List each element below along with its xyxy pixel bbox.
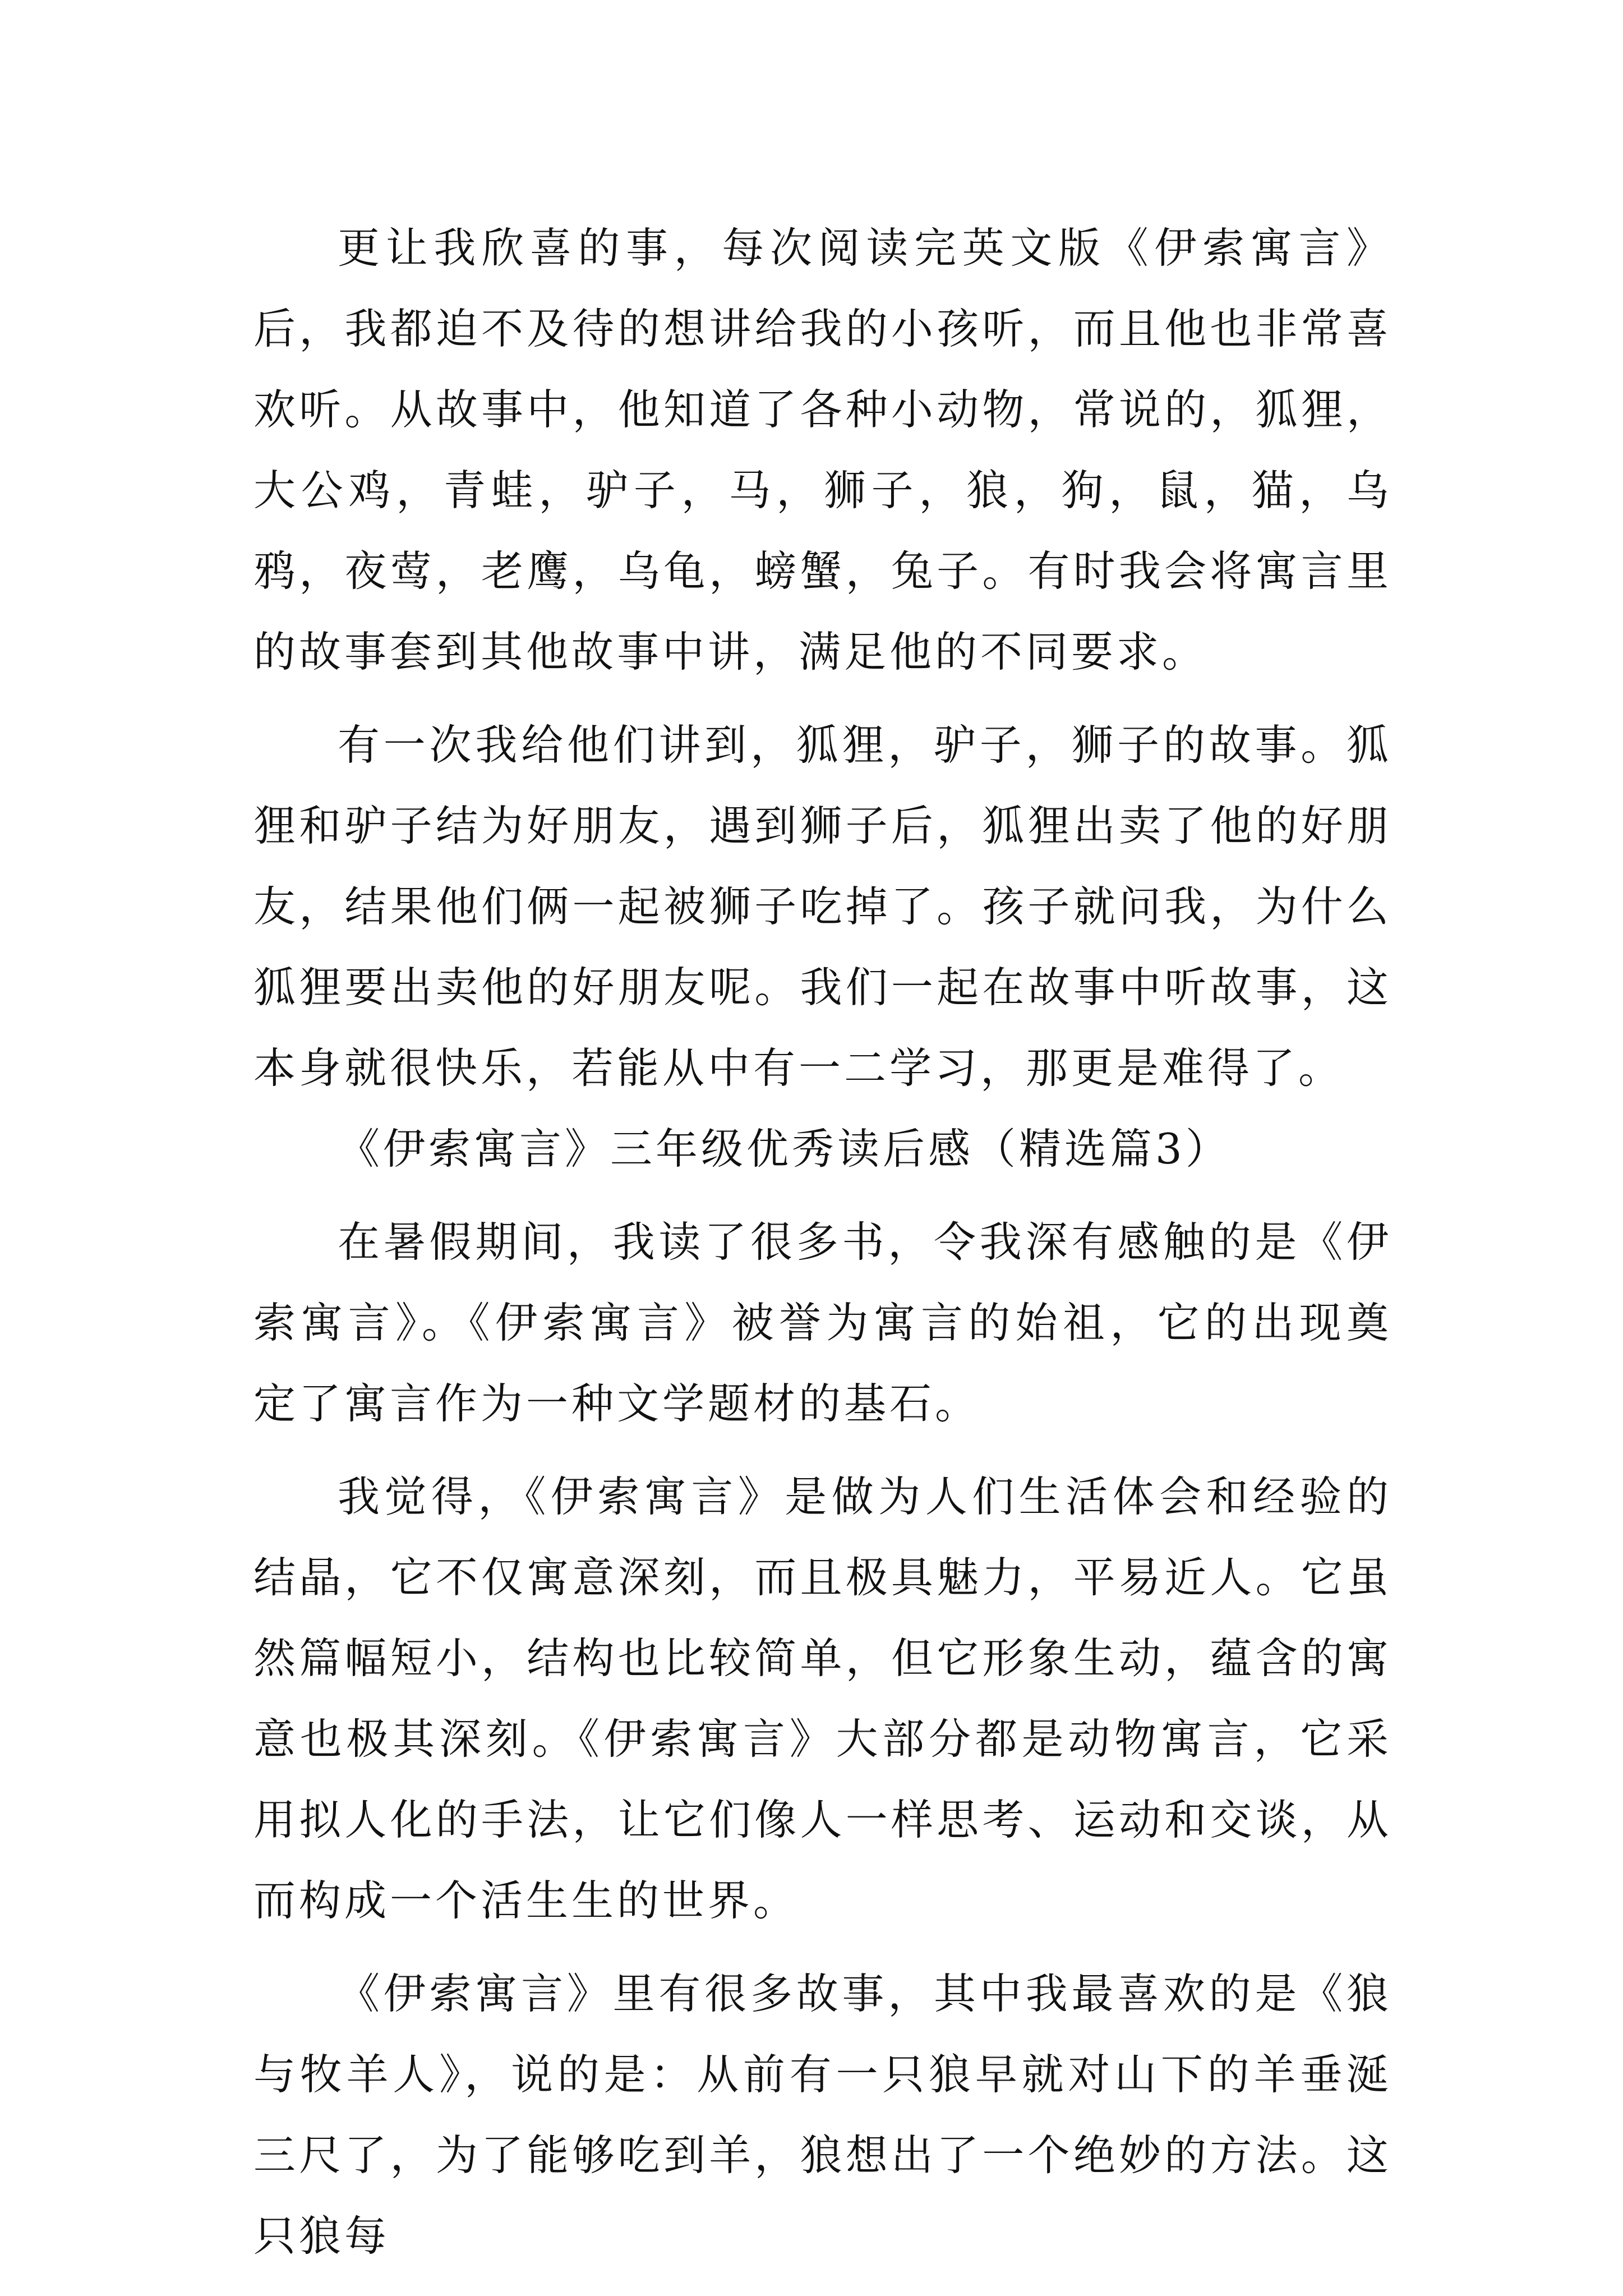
document-body: [253, 208, 1392, 2276]
section-heading: 《伊索寓言》三年级优秀读后感（精选篇3）: [338, 1124, 1231, 1174]
paragraph-wolf-shepherd: 《伊索寓言》里有很多故事，其中我最喜欢的是《狼与牧羊人》，说的是：从前有一只狼早就对山下的羊垂涎三尺了，为了能够吃到羊，狼想出了一个绝妙的方法。这只狼每: [253, 1969, 1392, 2261]
paragraph-fable-meaning: 我觉得，《伊索寓言》是做为人们生活体会和经验的结晶，它不仅寓意深刻，而且极具魅力，平易近人。它虽然篇幅短小，结构也比较简单，但它形象生动，蕴含的寓意也极其深刻。《伊索寓言》大部分都是动物寓言，它采用拟人化的手法，让它们像人一样思考、运动和交谈，从而构成一个活生生的世界。: [253, 1472, 1392, 1925]
paragraph-reading-to-child: 更让我欣喜的事，每次阅读完英文版《伊索寓言》后，我都迫不及待的想讲给我的小孩听，而且他也非常喜欢听。从故事中，他知道了各种小动物，常说的，狐狸，大公鸡，青蛙，驴子，马，狮子，狼，狗，鼠，猫，乌鸦，夜莺，老鹰，乌龟，螃蟹，兔子。有时我会将寓言里的故事套到其他故事中讲，满足他的不同要求。: [253, 223, 1392, 677]
paragraph-fox-donkey-lion: 有一次我给他们讲到，狐狸，驴子，狮子的故事。狐狸和驴子结为好朋友，遇到狮子后，狐狸出卖了他的好朋友，结果他们俩一起被狮子吃掉了。孩子就问我，为什么狐狸要出卖他的好朋友呢。我们一起在故事中听故事，这本身就很快乐，若能从中有一二学习，那更是难得了。: [253, 720, 1392, 1093]
paragraph-summer-reading: 在暑假期间，我读了很多书，令我深有感触的是《伊索寓言》。《伊索寓言》被誉为寓言的始祖，它的出现奠定了寓言作为一种文学题材的基石。: [253, 1217, 1392, 1428]
